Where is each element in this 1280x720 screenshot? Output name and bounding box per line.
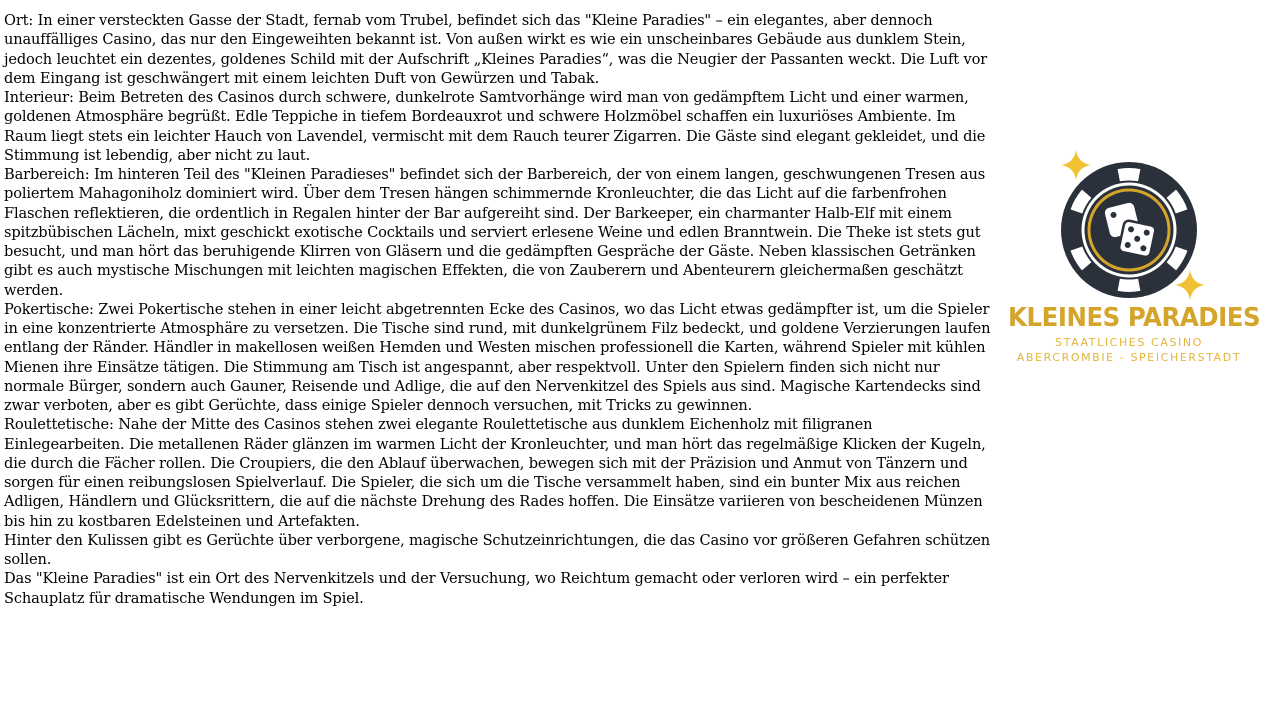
sparkle-icon: [1061, 150, 1091, 180]
logo-subtitle-line2: ABERCROMBIE - SPEICHERSTADT: [1016, 351, 1242, 364]
casino-chip-dice-icon: [1000, 148, 1270, 308]
paragraph-fazit: Das "Kleine Paradies" ist ein Ort des Nervenkitzels und der Versuchung, wo Reichtum gemacht oder verloren wird – ein perfekter Schauplatz für dramatische Wendungen im Spiel.: [4, 570, 949, 607]
document-body: [4, 11, 994, 608]
paragraph-pokertische: Pokertische: Zwei Pokertische stehen in einer leicht abgetrennten Ecke des Casinos, wo das Licht etwas gedämpfter ist, um die Spieler in eine konzentrierte Atmosphäre zu versetzen. Die Tische sind rund, mit dunkelgrünem Filz bedeckt, und goldene Verzierungen laufen entlang der Ränder. Händler in makellosen weißen Hemden und Westen mischen professionell die Karten, während Spieler mit kühlen Mienen ihre Einsätze tätigen. Die Stimmung am Tisch ist angespannt, aber respektvoll. Unter den Spielern finden sich nicht nur normale Bürger, sondern auch Gauner, Reisende und Adlige, die auf den Nervenkitzel des Spiels aus sind. Magische Kartendecks sind zwar verboten, aber es gibt Gerüchte, dass einige Spieler dennoch versuchen, mit Tricks zu gewinnen.: [4, 300, 991, 414]
paragraph-ort: Ort: In einer versteckten Gasse der Stadt, fernab vom Trubel, befindet sich das "Kleine Paradies" – ein elegantes, aber dennoch unauffälliges Casino, das nur den Eingeweihten bekannt ist. Von außen wirkt es wie ein unscheinbares Gebäude aus dunklem Stein, jedoch leuchtet ein dezentes, goldenes Schild mit der Aufschrift „Kleines Paradies“, was die Neugier der Passanten weckt. Die Luft vor dem Eingang ist geschwängert mit einem leichten Duft von Gewürzen und Tabak.: [4, 12, 988, 87]
logo-subtitle-line1: STAATLICHES CASINO: [1055, 336, 1203, 349]
paragraph-interieur: Interieur: Beim Betreten des Casinos durch schwere, dunkelrote Samtvorhänge wird man von gedämpftem Licht und einer warmen, goldenen Atmosphäre begrüßt. Edle Teppiche in tiefem Bordeauxrot und schwere Holzmöbel schaffen ein luxuriöses Ambiente. Im Raum liegt stets ein leichter Hauch von Lavendel, vermischt mit dem Rauch teurer Zigarren. Die Gäste sind elegant gekleidet, und die Stimmung ist lebendig, aber nicht zu laut.: [4, 89, 986, 164]
paragraph-hinter-den-kulissen: Hinter den Kulissen gibt es Gerüchte über verborgene, magische Schutzeinrichtungen, die das Casino vor größeren Gefahren schützen sollen.: [4, 531, 991, 568]
casino-logo: [1000, 148, 1270, 370]
paragraph-roulettetische: Roulettetische: Nahe der Mitte des Casinos stehen zwei elegante Roulettetische aus dunklem Eichenholz mit filigranen Einlegearbeiten. Die metallenen Räder glänzen im warmen Licht der Kronleuchter, und man hört das regelmäßige Klicken der Kugeln, die durch die Fächer rollen. Die Croupiers, die den Ablauf überwachen, bewegen sich mit der Präzision und Anmut von Tänzern und sorgen für einen reibungslosen Spielverlauf. Die Spieler, die sich um die Tische versammelt haben, sind ein bunter Mix aus reichen Adligen, Händlern und Glücksrittern, die auf die nächste Drehung des Rades hoffen. Die Einsätze variieren von bescheidenen Münzen bis hin zu kostbaren Edelsteinen und Artefakten.: [4, 416, 986, 530]
logo-title: KLEINES PARADIES: [1008, 303, 1261, 333]
paragraph-barbereich: Barbereich: Im hinteren Teil des "Kleinen Paradieses" befindet sich der Barbereich, der von einem langen, geschwungenen Tresen aus poliertem Mahagoniholz dominiert wird. Über dem Tresen hängen schimmernde Kronleuchter, die das Licht auf die farbenfrohen Flaschen reflektieren, die ordentlich in Regalen hinter der Bar aufgereiht sind. Der Barkeeper, ein charmanter Halb-Elf mit einem spitzbübischen Lächeln, mixt geschickt exotische Cocktails und serviert erlesene Weine und edlen Branntwein. Die Theke ist stets gut besucht, und man hört das beruhigende Klirren von Gläsern und die gedämpften Gespräche der Gäste. Neben klassischen Getränken gibt es auch mystische Mischungen mit leichten magischen Effekten, die von Zauberern und Abenteurern gleichermaßen geschätzt werden.: [4, 166, 986, 299]
